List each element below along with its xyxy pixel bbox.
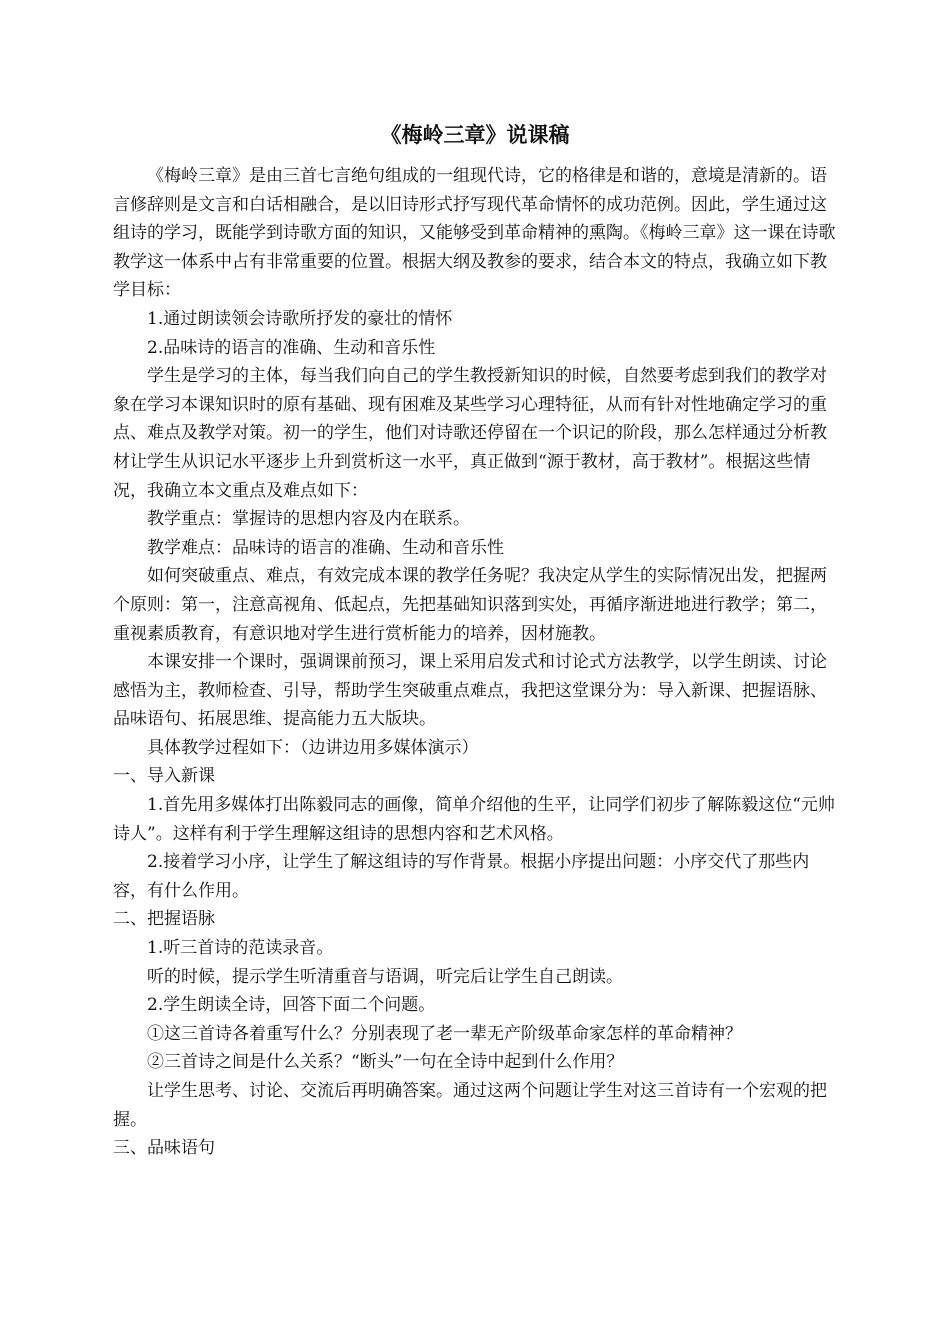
paragraph: 学生是学习的主体，每当我们向自己的学生教授新知识的时候，自然要考虑到我们的教学对象在学习本课知识时的原有基础、现有困难及某些学习心理特征，从而有针对性地确定学习的重点、难点及教学对策。初一的学生，他们对诗歌还停留在一个识记的阶段，那么怎样通过分析教材让学生从识记水平逐步上升到赏析这一水平，真正做到“源于教材，高于教材”。根据这些情况，我确立本文重点及难点如下： — [113, 366, 827, 501]
paragraph: 《梅岭三章》是由三首七言绝句组成的一组现代诗，它的格律是和谐的，意境是清新的。语言修辞则是文言和白话相融合，是以旧诗形式抒写现代革命情怀的成功范例。因此，学生通过这组诗的学习，既能学到诗歌方面的知识，又能够受到革命精神的熏陶。《梅岭三章》这一课在诗歌教学这一体系中占有非常重要的位置。根据大纲及教参的要求，结合本文的特点，我确立如下教学目标： — [113, 166, 836, 301]
paragraph: 教学重点：掌握诗的思想内容及内在联系。 — [147, 509, 470, 530]
paragraph: 2.学生朗读全诗，回答下面二个问题。 — [147, 995, 436, 1016]
paragraph: ①这三首诗各着重写什么？分别表现了老一辈无产阶级革命家怎样的革命精神？ — [147, 1023, 742, 1044]
paragraph: 听的时候，提示学生听清重音与语调，听完后让学生自己朗读。 — [147, 966, 623, 987]
paragraph: 本课安排一个课时，强调课前预习，课上采用启发式和讨论式方法教学，以学生朗读、讨论感悟为主，教师检查、引导，帮助学生突破重点难点，我把这堂课分为：导入新课、把握语脉、品味语句、拓展思维、提高能力五大版块。 — [113, 652, 827, 730]
paragraph: 1.通过朗读领会诗歌所抒发的豪壮的情怀 — [147, 308, 453, 329]
paragraph: 2.品味诗的语言的准确、生动和音乐性 — [147, 337, 436, 358]
document-body — [113, 162, 841, 1163]
paragraph: 2.接着学习小序，让学生了解这组诗的写作背景。根据小序提出问题：小序交代了那些内容，有什么作用。 — [113, 852, 810, 901]
paragraph: ②三首诗之间是什么关系？“断头”一句在全诗中起到什么作用？ — [147, 1052, 624, 1073]
paragraph: 1.首先用多媒体打出陈毅同志的画像，简单介绍他的生平，让同学们初步了解陈毅这位“元帅诗人”。这样有利于学生理解这组诗的思想内容和艺术风格。 — [113, 795, 835, 844]
paragraph: 让学生思考、讨论、交流后再明确答案。通过这两个问题让学生对这三首诗有一个宏观的把握。 — [113, 1081, 827, 1130]
paragraph: 教学难点：品味诗的语言的准确、生动和音乐性 — [147, 537, 504, 558]
page-title: 《梅岭三章》说课稿 — [380, 123, 570, 147]
paragraph: 1.听三首诗的范读录音。 — [147, 938, 334, 959]
paragraph: 如何突破重点、难点，有效完成本课的教学任务呢？我决定从学生的实际情况出发，把握两个原则：第一，注意高视角、低起点，先把基础知识落到实处，再循序渐进地进行教学；第二，重视素质教育，有意识地对学生进行赏析能力的培养，因材施教。 — [113, 566, 827, 644]
section-heading: 三、品味语句 — [113, 1138, 215, 1159]
section-heading: 二、把握语脉 — [113, 909, 215, 930]
section-heading: 一、导入新课 — [113, 766, 215, 787]
paragraph: 具体教学过程如下：（边讲边用多媒体演示） — [147, 737, 479, 758]
